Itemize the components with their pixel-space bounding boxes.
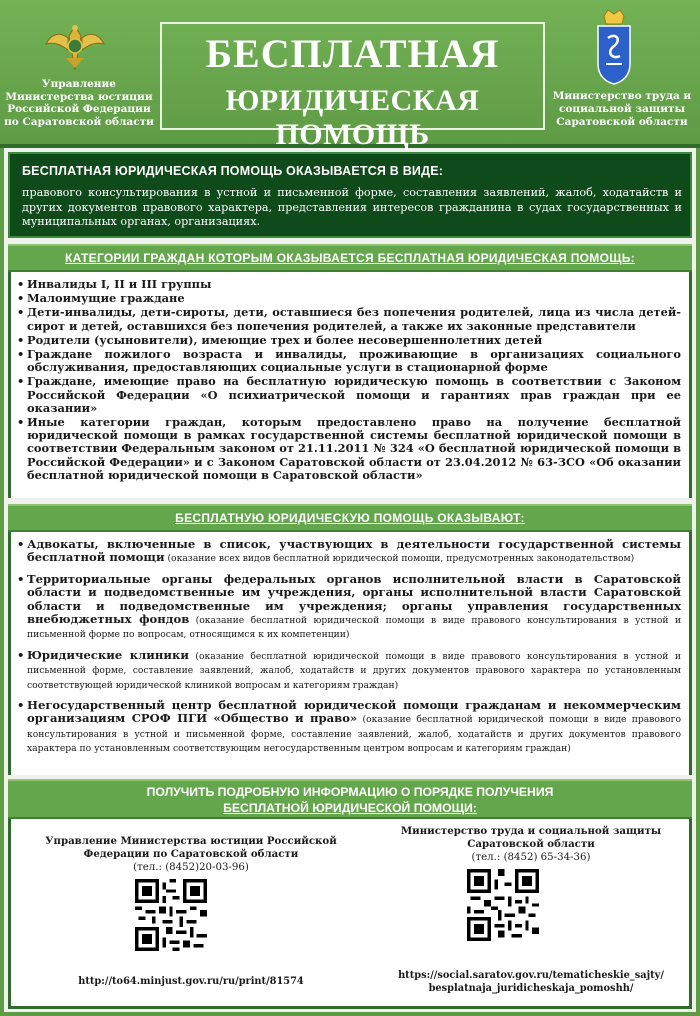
- intro-text: правового консультирования в устной и письменной форме, составления заявлений, жалоб, ходатайств и других документов правового характера, представления интересов гражданина в судах государственных и муниципальных органах, организациях.: [22, 186, 682, 228]
- providers-panel: [8, 532, 692, 775]
- list-item: • Малоимущие граждане: [17, 292, 681, 305]
- contact-phone: (тел.: (8452) 65-34-36): [471, 852, 591, 863]
- provider-note: (оказание бесплатной юридической помощи в виде правового консультирования в устной и письменной форме, составление заявлений, жалоб, ходатайств и других документов правового характера по установленным соответствующим негосударственным центром вопросам и категориям граждан): [27, 714, 682, 755]
- contact-justice: [41, 835, 341, 874]
- provider-name: Юридические клиники: [27, 647, 189, 662]
- list-item: • Граждане пожилого возраста и инвалиды, проживающие в организациях социального обслуживания, предоставляющих социальные услуги в стационарной форме: [17, 348, 681, 374]
- contacts-panel: [8, 819, 692, 1009]
- saratov-region-coat-of-arms-icon: [594, 8, 634, 86]
- provider-note: (оказание бесплатной юридической помощи в виде правового консультирования в устной и письменной форме, составление заявлений, жалоб, ходатайств и других документов правового характера по установленным соответствующей юридической клиникой вопросам и категориям граждан): [27, 650, 681, 691]
- page-title-line2: ЮРИДИЧЕСКАЯ ПОМОЩЬ: [225, 84, 480, 151]
- info-heading-line1: ПОЛУЧИТЬ ПОДРОБНУЮ ИНФОРМАЦИЮ О ПОРЯДКЕ ПОЛУЧЕНИЯ: [146, 785, 554, 799]
- categories-heading-bar: [8, 244, 692, 272]
- list-item: • Граждане, имеющие право на бесплатную юридическую помощь в соответствии с Законом Российской Федерации «О психиатрической помощи и гарантиях прав граждан при ее оказании»: [17, 375, 681, 415]
- provider-name: Негосударственный центр бесплатной юридической помощи гражданам и некоммерческим организациям СРОФ ПГИ «Общество и право»: [27, 698, 681, 726]
- providers-heading-bar: [8, 504, 692, 532]
- contact-url-line1[interactable]: https://social.saratov.gov.ru/tematicheskie_sajty/: [398, 970, 664, 981]
- info-heading-bar: [8, 779, 692, 819]
- ministry-of-justice-emblem-icon: [44, 22, 106, 74]
- org-right-name: Министерство труда и социальной защиты Саратовской области: [552, 90, 692, 128]
- list-item: [17, 573, 681, 642]
- list-item: [17, 538, 681, 566]
- list-item: • Инвалиды I, II и III группы: [17, 278, 681, 291]
- info-heading-line2: БЕСПЛАТНОЙ ЮРИДИЧЕСКОЙ ПОМОЩИ:: [223, 801, 477, 815]
- contact-name-line2: Федерации по Саратовской области: [83, 848, 299, 860]
- provider-name: Территориальные органы федеральных органов исполнительной власти в Саратовской области и подведомственные им учреждения, органы исполнительной власти Саратовской области и подведомственные им учреждения; органы управления государственных внебюджетных фондов: [27, 571, 681, 627]
- contact-justice-link[interactable]: [41, 975, 341, 988]
- intro-box: [8, 152, 692, 238]
- categories-heading: КАТЕГОРИИ ГРАЖДАН КОТОРЫМ ОКАЗЫВАЕТСЯ БЕСПЛАТНАЯ ЮРИДИЧЕСКАЯ ПОМОЩЬ:: [65, 251, 635, 265]
- contact-name-line1: Управление Министерства юстиции Российской: [45, 835, 337, 847]
- list-item: • Дети-инвалиды, дети-сироты, дети, оставшиеся без попечения родителей, лица из числа детей-сирот и детей, оставшихся без попечения родителей, а также их законные представители: [17, 306, 681, 332]
- qr-code-social-icon[interactable]: [467, 869, 539, 941]
- categories-panel: [8, 272, 692, 498]
- title-box: [160, 22, 545, 151]
- provider-note: (оказание бесплатной юридической помощи в виде правового консультирования в устной и письменной форме по вопросам, относящимся к их компетенции): [27, 615, 681, 641]
- contact-phone: (тел.: (8452)20-03-96): [133, 862, 249, 873]
- list-item: • Иные категории граждан, которым предоставлено право на получение бесплатной юридической помощи в рамках государственной системы бесплатной юридической помощи в соответствии Федеральным законом от 21.11.2011 № 324 «О бесплатной юридической помощи в Российской Федерации» и с Законом Саратовской области от 23.04.2012 № 63-ЗСО «Об оказании бесплатной юридической помощи в Саратовской области»: [17, 416, 681, 482]
- intro-heading: БЕСПЛАТНАЯ ЮРИДИЧЕСКАЯ ПОМОЩЬ ОКАЗЫВАЕТСЯ В ВИДЕ:: [22, 164, 444, 178]
- contact-url[interactable]: http://to64.minjust.gov.ru/ru/print/81574: [78, 976, 304, 987]
- providers-heading: БЕСПЛАТНУЮ ЮРИДИЧЕСКУЮ ПОМОЩЬ ОКАЗЫВАЮТ:: [175, 511, 525, 525]
- provider-name: Адвокаты, включенные в список, участвующих в деятельности государственной системы бесплатной помощи: [27, 537, 681, 565]
- header: [0, 0, 700, 151]
- provider-note: (оказание всех видов бесплатной юридической помощи, предусмотренных законодательством): [164, 553, 635, 565]
- contact-social-link[interactable]: [371, 969, 691, 995]
- page-title-line1: БЕСПЛАТНАЯ: [205, 31, 500, 76]
- org-left-name: Управление Министерства юстиции Российской Федерации по Саратовской области: [4, 78, 154, 128]
- list-item: [17, 699, 681, 756]
- providers-list: [11, 532, 689, 767]
- contact-name-line1: Министерство труда и социальной защиты: [400, 825, 662, 837]
- categories-list: [11, 272, 689, 487]
- contact-url-line2[interactable]: besplatnaja_juridicheskaja_pomoshh/: [428, 983, 634, 994]
- contact-social: [391, 825, 671, 864]
- contact-name-line2: Саратовской области: [467, 838, 595, 850]
- list-item: [17, 649, 681, 692]
- list-item: • Родители (усыновители), имеющие трех и более несовершеннолетних детей: [17, 334, 681, 347]
- qr-code-justice-icon[interactable]: [135, 879, 207, 951]
